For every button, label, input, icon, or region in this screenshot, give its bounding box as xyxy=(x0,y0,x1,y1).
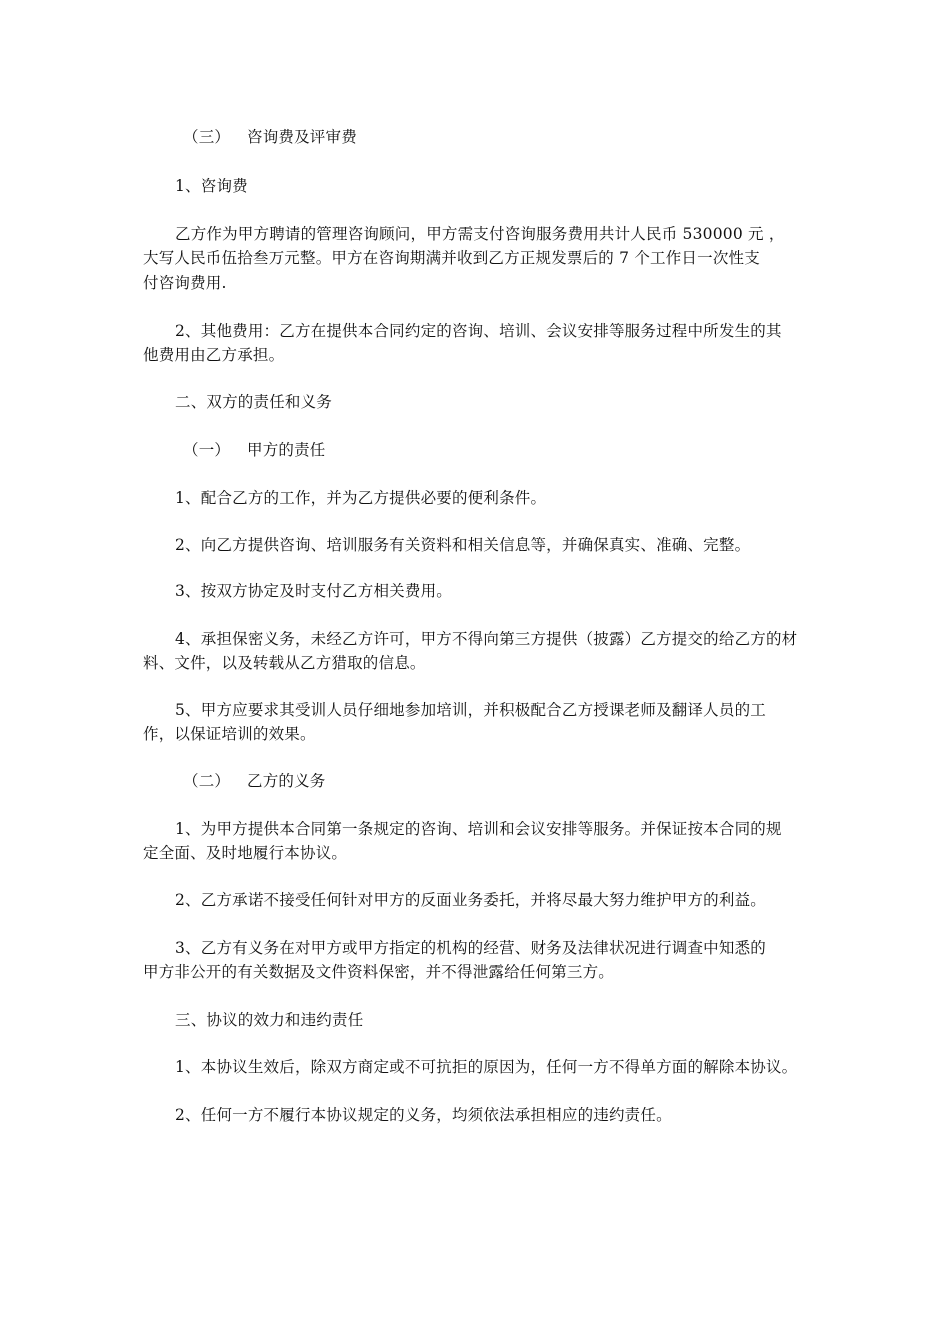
subsection-heading-party-b xyxy=(183,771,326,791)
other-fee-paragraph-line: 他费用由乙方承担。 xyxy=(143,346,285,364)
subsection-heading-party-a xyxy=(183,440,326,460)
party-a-item: 作，以保证培训的效果。 xyxy=(143,725,316,743)
effect-item: 1、本协议生效后，除双方商定或不可抗拒的原因为，任何一方不得单方面的解除本协议。 xyxy=(175,1058,798,1076)
party-a-item: 2、向乙方提供咨询、培训服务有关资料和相关信息等，并确保真实、准确、完整。 xyxy=(175,536,751,554)
consult-fee-heading: 1、咨询费 xyxy=(175,177,248,195)
party-a-item: 1、配合乙方的工作，并为乙方提供必要的便利条件。 xyxy=(175,489,547,507)
consult-fee-paragraph-line: 大写人民币伍拾叁万元整。甲方在咨询期满并收到乙方正规发票后的 7 个工作日一次性支 xyxy=(143,249,760,267)
section-heading-responsibilities: 二、双方的责任和义务 xyxy=(175,393,333,411)
subsection-number: （一） xyxy=(183,441,231,459)
party-a-item: 3、按双方协定及时支付乙方相关费用。 xyxy=(175,582,452,600)
effect-item: 2、任何一方不履行本协议规定的义务，均须依法承担相应的违约责任。 xyxy=(175,1106,672,1124)
party-a-item: 4、承担保密义务，未经乙方许可，甲方不得向第三方提供（披露）乙方提交的给乙方的材 xyxy=(175,630,798,648)
party-a-item: 5、甲方应要求其受训人员仔细地参加培训，并积极配合乙方授课老师及翻译人员的工 xyxy=(175,701,766,719)
consult-fee-paragraph-line: 乙方作为甲方聘请的管理咨询顾问，甲方需支付咨询服务费用共计人民币 530000 元 ， xyxy=(175,225,785,243)
subsection-number: （二） xyxy=(183,772,231,790)
party-b-item: 甲方非公开的有关数据及文件资料保密，并不得泄露给任何第三方。 xyxy=(143,963,615,981)
section-heading-effect: 三、协议的效力和违约责任 xyxy=(175,1011,364,1029)
subsection-title: 咨询费及评审费 xyxy=(247,128,357,146)
consult-fee-paragraph-line: 付咨询费用. xyxy=(143,274,227,292)
party-b-item: 定全面、及时地履行本协议。 xyxy=(143,844,348,862)
subsection-title: 甲方的责任 xyxy=(247,441,326,459)
subsection-number: （三） xyxy=(183,128,231,146)
party-a-item: 料、文件，以及转载从乙方猎取的信息。 xyxy=(143,654,426,672)
other-fee-paragraph-line: 2、其他费用：乙方在提供本合同约定的咨询、培训、会议安排等服务过程中所发生的其 xyxy=(175,322,782,340)
party-b-item: 1、为甲方提供本合同第一条规定的咨询、培训和会议安排等服务。并保证按本合同的规 xyxy=(175,820,782,838)
party-b-item: 2、乙方承诺不接受任何针对甲方的反面业务委托，并将尽最大努力维护甲方的利益。 xyxy=(175,891,766,909)
subsection-title: 乙方的义务 xyxy=(247,772,326,790)
subsection-heading-fees xyxy=(183,127,357,147)
party-b-item: 3、乙方有义务在对甲方或甲方指定的机构的经营、财务及法律状况进行调查中知悉的 xyxy=(175,939,766,957)
